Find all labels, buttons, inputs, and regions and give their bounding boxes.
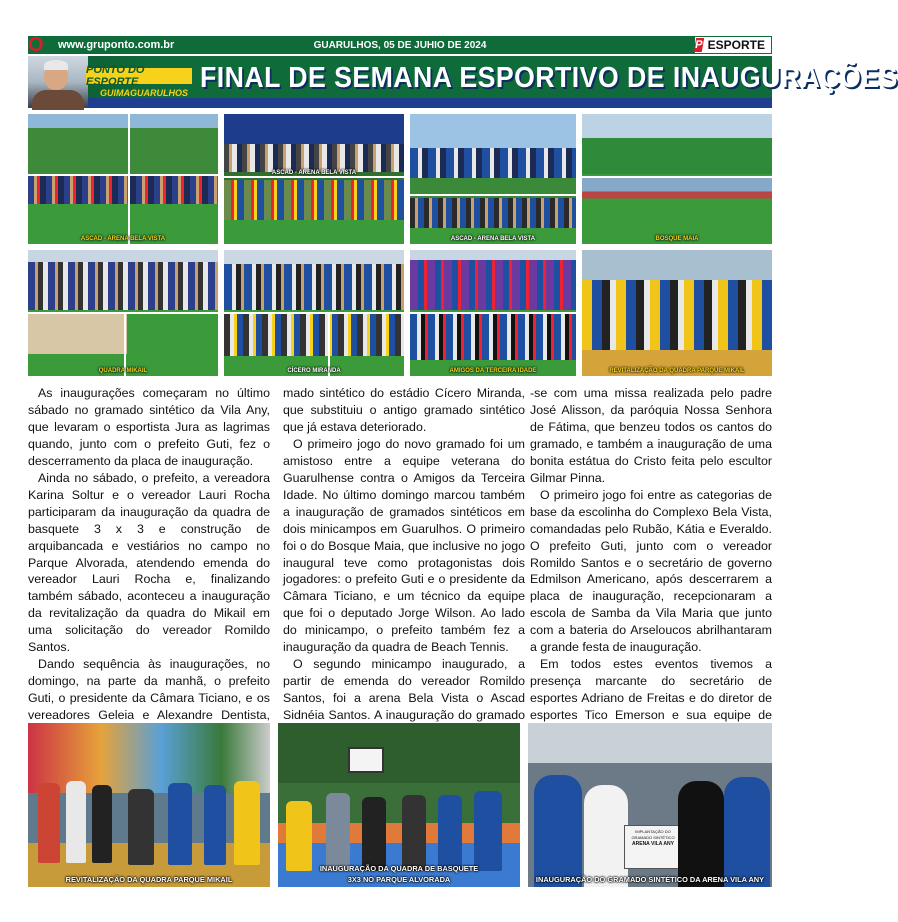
article-column-2 [283, 385, 525, 741]
column-name: PONTO DO ESPORTE [86, 68, 192, 84]
bottom-photo-caption: INAUGURAÇÃO DO GRAMADO SINTÉTICO DA ARENA VILA ANY [535, 875, 765, 884]
columnist-portrait [28, 56, 88, 108]
bottom-photo-caption: INAUGURAÇÃO DA QUADRA DE BASQUETE [319, 864, 479, 873]
column-author: GUIMAGUARULHOS [100, 88, 188, 98]
article-paragraph: Em todos estes eventos tivemos a presença marcante do secretário de esportes Adriano de Freitas e do diretor de esportes Tico Emerson e sua equipe de [530, 657, 772, 723]
article-paragraph: mado sintético do estádio Cícero Miranda, que substituiu o antigo gramado sintético que já estava deteriorado. [283, 386, 525, 434]
photo-caption: BOSQUE MAIA [655, 236, 699, 242]
photo-quadra-parque-mikail [28, 723, 270, 887]
top-bar [28, 36, 772, 54]
article-paragraph: O primeiro jogo foi entre as categorias de base da escolinha do Complexo Bela Vista, comandadas pelo Rubão, Kátia e Everaldo. O prefeito Guti, junto com o vereador Romildo Santos e o secretário de governo Edmilson Americano, após descerrarem a placa de inauguração, recepcionaram a escola de Samba da Vila Maria que junto com a bateria do Arseloucos abrilhantaram a grande festa de inauguração. [530, 487, 772, 655]
headline-banner [28, 56, 898, 108]
photo-ascad-3 [410, 114, 576, 244]
article-paragraph: -se com uma missa realizada pelo padre José Alisson, da paróquia Nossa Senhora de Fátima, que benzeu todos os cantos do gramado, e também a inauguração de uma bonita estátua do Cristo feita pelo escultor Gilmar Pinna. [530, 386, 772, 485]
site-url[interactable]: www.gruponto.com.br [58, 39, 175, 51]
article-paragraph: Ainda no sábado, o prefeito, a vereadora Karina Soltur e o vereador Lauri Rocha participaram da inauguração da quadra de basquete 3 x 3 e construção de arquibancada e vestiários no campo no Parque Alvorada, atendendo emenda do vereador Lauri Rocha e, finalizando também sábado, aconteceu a inauguração da revitalização da quadra do Mikail em uma solicitação do vereador Romildo Santos. [28, 470, 270, 655]
photo-ascad-1 [28, 114, 218, 244]
article-column-1 [28, 385, 270, 758]
photo-revitalizacao-mikail [582, 250, 772, 376]
photo-caption: REVITALIZAÇÃO DA QUADRA PARQUE MIKAIL [609, 368, 745, 374]
article-paragraph: As inaugurações começaram no último sábado no gramado sintético da Vila Any, que levaram o esportista Jura as lagrimas quando, junto com o prefeito Guti, fez o descerramento da placa de inauguração. [28, 386, 270, 468]
article-column-3 [530, 385, 772, 741]
section-label: ESPORTE [707, 38, 765, 52]
photo-caption: ASCAD - ARENA BELA VISTA [271, 170, 357, 176]
section-badge [694, 36, 772, 54]
brand-logo-icon: O [28, 34, 44, 56]
inauguration-plaque: IMPLANTAÇÃO DO GRAMADO SINTÉTICO ARENA VILA ANY [624, 825, 682, 869]
photo-cicero-miranda [224, 250, 404, 376]
photo-quadra-basquete [278, 723, 520, 887]
bottom-photo-caption: REVITALIZAÇÃO DA QUADRA PARQUE MIKAIL [65, 875, 233, 884]
photo-bosque-maia [582, 114, 772, 244]
article-paragraph: Dando sequência às inaugurações, no domingo, na parte da manhã, o prefeito Guti, o presidente da Câmara Ticiano, e os vereadores Geleia e Alexandre Dentista, [28, 657, 270, 723]
photo-mikail [28, 250, 218, 376]
photo-caption: ASCAD - ARENA BELA VISTA [450, 236, 536, 242]
article-paragraph: O primeiro jogo do novo gramado foi um amistoso entre a equipe veterana do Guarulhense contra o Amigos da Terceira Idade. No último domingo marcou também a inauguração de gramados sintéticos em dois minicampos em Guarulhos. O primeiro foi o do Bosque Maia, que inclusive no jogo inaugural teve como protagonistas dois jogadores: o prefeito Guti e o presidente da Câmara Ticiano, e um técnico da equipe que foi o deputado Jorge Wilson. Ao lado do minicampo, o prefeito também fez a inauguração da quadra de Beach Tennis. [283, 436, 525, 655]
article-paragraph: O segundo minicampo inaugurado, a partir de emenda do vereador Romildo Santos, foi a arena Bela Vista o Ascad Sidnéia Santos. A inauguração do gramado [283, 657, 525, 723]
photo-ascad-2 [224, 114, 404, 244]
photo-caption: CÍCERO MIRANDA [287, 368, 341, 374]
brand-p-icon: P [694, 39, 704, 51]
photo-arena-vila-any [528, 723, 772, 887]
bottom-photo-caption-line2: 3X3 NO PARQUE ALVORADA [347, 875, 451, 884]
page-title: FINAL DE SEMANA ESPORTIVO DE INAUGURAÇÕES [200, 62, 898, 94]
photo-caption: AMIGOS DA TERCEIRA IDADE [449, 368, 537, 374]
photo-caption: ASCAD - ARENA BELA VISTA [80, 236, 166, 242]
photo-amigos-terceira-idade [410, 250, 576, 376]
photo-caption: QUADRA MIKAIL [98, 368, 148, 374]
issue-date: GUARULHOS, 05 DE JUHIO DE 2024 [313, 39, 487, 51]
